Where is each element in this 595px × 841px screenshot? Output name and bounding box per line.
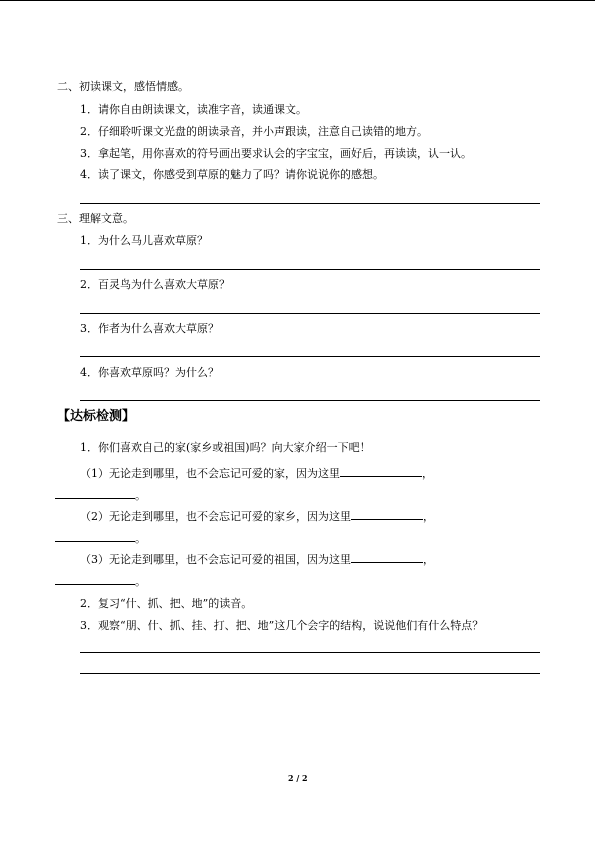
assessment-q1: 1．你们喜欢自己的家(家乡或祖国)吗？向大家介绍一下吧！ [80, 441, 371, 454]
section3-item-1: 1．为什么马儿喜欢草原？ [80, 234, 208, 247]
assessment-sub-3-cont [55, 573, 146, 589]
section3-item-4: 4．你喜欢草原吗？为什么？ [80, 366, 219, 379]
sub-3-text: （3）无论走到哪里，也不会忘记可爱的祖国，因为这里 [80, 553, 351, 566]
sub-2-text: （2）无论走到哪里，也不会忘记可爱的家乡，因为这里 [80, 510, 351, 523]
assessment-q2: 2．复习“什、抓、把、地”的读音。 [80, 597, 253, 610]
answer-line[interactable] [80, 400, 540, 401]
answer-line[interactable] [80, 313, 540, 314]
sub-2-end: 。 [135, 532, 146, 545]
section3-title: 三、理解文意。 [57, 212, 134, 225]
section2-item-4: 4．读了课文，你感受到草原的魅力了吗？请你说说你的感想。 [80, 168, 384, 181]
sub-1-comma: ， [422, 467, 433, 480]
answer-line[interactable] [80, 356, 540, 357]
section2-title: 二、初读课文，感悟情感。 [57, 80, 189, 93]
sub-1-text: （1）无论走到哪里，也不会忘记可爱的家，因为这里 [80, 467, 340, 480]
fill-blank[interactable] [351, 551, 423, 563]
assessment-sub-1-cont [55, 487, 146, 503]
sub-1-end: 。 [135, 489, 146, 502]
section3-item-3: 3．作者为什么喜欢大草原？ [80, 322, 219, 335]
assessment-sub-2 [80, 508, 434, 524]
fill-blank[interactable] [340, 465, 422, 477]
section2-item-1: 1．请你自由朗读课文，读准字音，读通课文。 [80, 103, 307, 116]
page-number: 2 / 2 [288, 773, 308, 783]
assessment-q3: 3．观察“朋、什、抓、挂、打、把、地”这几个会字的结构，说说他们有什么特点？ [80, 619, 484, 632]
fill-blank[interactable] [55, 530, 135, 542]
section2-item-3: 3．拿起笔，用你喜欢的符号画出要求认会的字宝宝，画好后，再读读，认一认。 [80, 147, 472, 160]
fill-blank[interactable] [55, 487, 135, 499]
answer-line[interactable] [80, 269, 540, 270]
section2-item-2: 2．仔细聆听课文光盘的朗读录音，并小声跟读，注意自己读错的地方。 [80, 125, 428, 138]
section3-item-2: 2．百灵鸟为什么喜欢大草原？ [80, 278, 230, 291]
assessment-heading: 【达标检测】 [57, 409, 136, 424]
assessment-sub-1 [80, 465, 433, 481]
sub-3-end: 。 [135, 575, 146, 588]
fill-blank[interactable] [351, 508, 423, 520]
fill-blank[interactable] [55, 573, 135, 585]
assessment-sub-3 [80, 551, 434, 567]
header-rule [0, 0, 595, 1]
answer-line[interactable] [80, 203, 540, 204]
sub-2-comma: ， [423, 510, 434, 523]
sub-3-comma: ， [423, 553, 434, 566]
answer-line[interactable] [80, 673, 540, 674]
assessment-sub-2-cont [55, 530, 146, 546]
answer-line[interactable] [80, 652, 540, 653]
